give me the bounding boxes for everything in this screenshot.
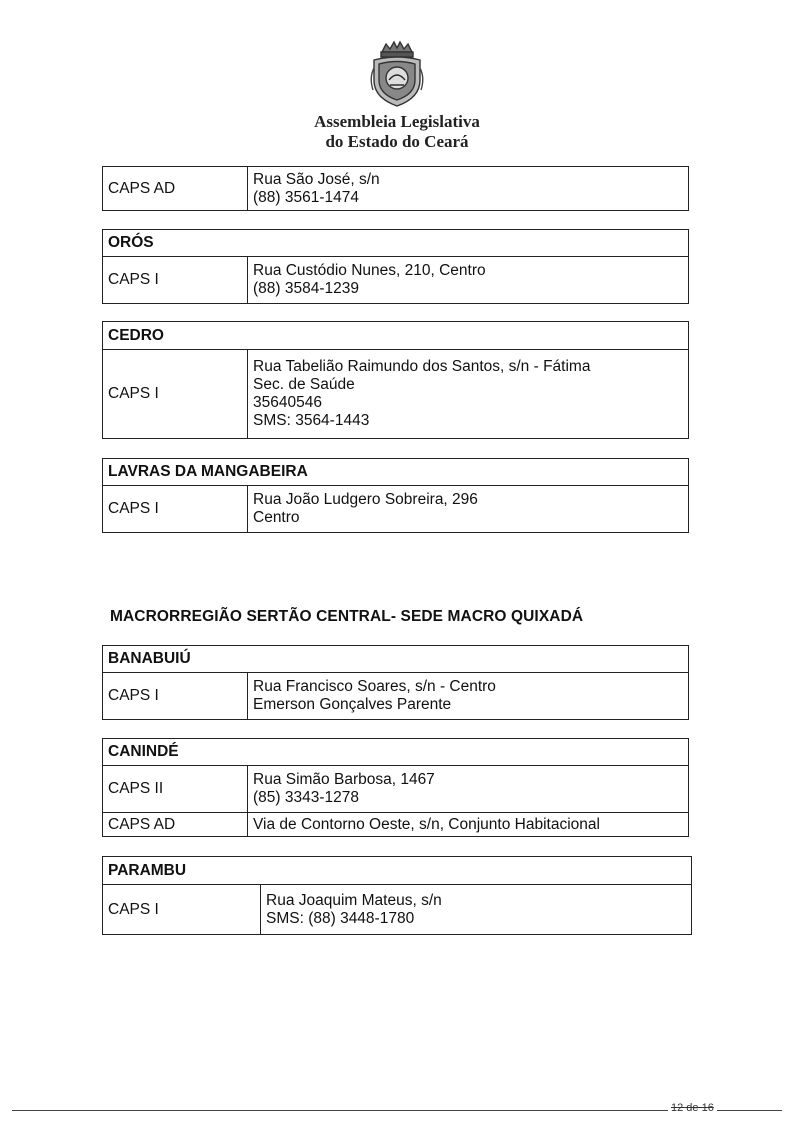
- caps-type: CAPS I: [103, 350, 248, 439]
- city-table-parambu: [102, 856, 692, 935]
- caps-type: CAPS I: [103, 885, 261, 935]
- document-header: [0, 38, 794, 152]
- city-name: CEDRO: [103, 322, 689, 350]
- org-name-line1: Assembleia Legislativa: [314, 112, 480, 131]
- state-coat-of-arms-icon: [368, 38, 426, 110]
- city-name: CANINDÉ: [103, 739, 689, 766]
- table-row: [103, 646, 689, 673]
- city-name: BANABUIÚ: [103, 646, 689, 673]
- info-line: Rua Francisco Soares, s/n - Centro: [253, 678, 496, 695]
- caps-info: [261, 885, 692, 935]
- caps-info: [248, 813, 689, 837]
- table-row: [103, 885, 692, 935]
- caps-type: CAPS I: [103, 257, 248, 304]
- info-line: Rua Tabelião Raimundo dos Santos, s/n - Fátima: [253, 358, 591, 375]
- caps-type: CAPS AD: [103, 813, 248, 837]
- info-line: Via de Contorno Oeste, s/n, Conjunto Habitacional: [253, 815, 600, 833]
- city-table-cedro: [102, 321, 689, 439]
- org-name-line2: do Estado do Ceará: [325, 132, 469, 151]
- info-line: Rua Joaquim Mateus, s/n: [266, 891, 442, 909]
- city-table-banabuiu: [102, 645, 689, 720]
- caps-info: [248, 350, 689, 439]
- table-row: [103, 459, 689, 486]
- city-table-oros: [102, 229, 689, 304]
- table-row: [103, 739, 689, 766]
- table-row: [103, 813, 689, 837]
- city-table-lavras-da-mangabeira: [102, 458, 689, 533]
- info-line: Rua Simão Barbosa, 1467: [253, 771, 435, 788]
- caps-info: [248, 673, 689, 720]
- caps-info: [248, 257, 689, 304]
- info-line: Sec. de Saúde: [253, 376, 355, 393]
- city-name: PARAMBU: [103, 857, 692, 885]
- info-line: (88) 3584-1239: [253, 280, 359, 297]
- info-line: Emerson Gonçalves Parente: [253, 696, 452, 713]
- table-row: [103, 257, 689, 304]
- info-line: SMS: (88) 3448-1780: [266, 909, 415, 927]
- city-table-caninde: [102, 738, 689, 837]
- table-row: [103, 766, 689, 813]
- caps-info: [248, 167, 689, 211]
- info-line: SMS: 3564-1443: [253, 412, 370, 429]
- info-line: 35640546: [253, 394, 322, 411]
- table-row: [103, 167, 689, 211]
- table-row: [103, 350, 689, 439]
- info-line: Rua São José, s/n: [253, 170, 380, 188]
- caps-type: CAPS II: [103, 766, 248, 813]
- table-row: [103, 857, 692, 885]
- info-line: (85) 3343-1278: [253, 789, 359, 806]
- table-row: [103, 230, 689, 257]
- caps-type: CAPS I: [103, 486, 248, 533]
- city-name: ORÓS: [103, 230, 689, 257]
- caps-info: [248, 766, 689, 813]
- footer-divider: [12, 1110, 782, 1111]
- page-number: 12 de 16: [668, 1102, 717, 1114]
- caps-table-continued: [102, 166, 689, 211]
- info-line: Centro: [253, 509, 300, 526]
- city-name: LAVRAS DA MANGABEIRA: [103, 459, 689, 486]
- table-row: [103, 486, 689, 533]
- info-line: (88) 3561-1474: [253, 188, 359, 206]
- info-line: Rua João Ludgero Sobreira, 296: [253, 491, 478, 508]
- table-row: [103, 322, 689, 350]
- info-line: Rua Custódio Nunes, 210, Centro: [253, 262, 486, 279]
- caps-type: CAPS I: [103, 673, 248, 720]
- caps-type: CAPS AD: [103, 167, 248, 211]
- table-row: [103, 673, 689, 720]
- section-title: MACRORREGIÃO SERTÃO CENTRAL- SEDE MACRO QUIXADÁ: [110, 608, 584, 625]
- caps-info: [248, 486, 689, 533]
